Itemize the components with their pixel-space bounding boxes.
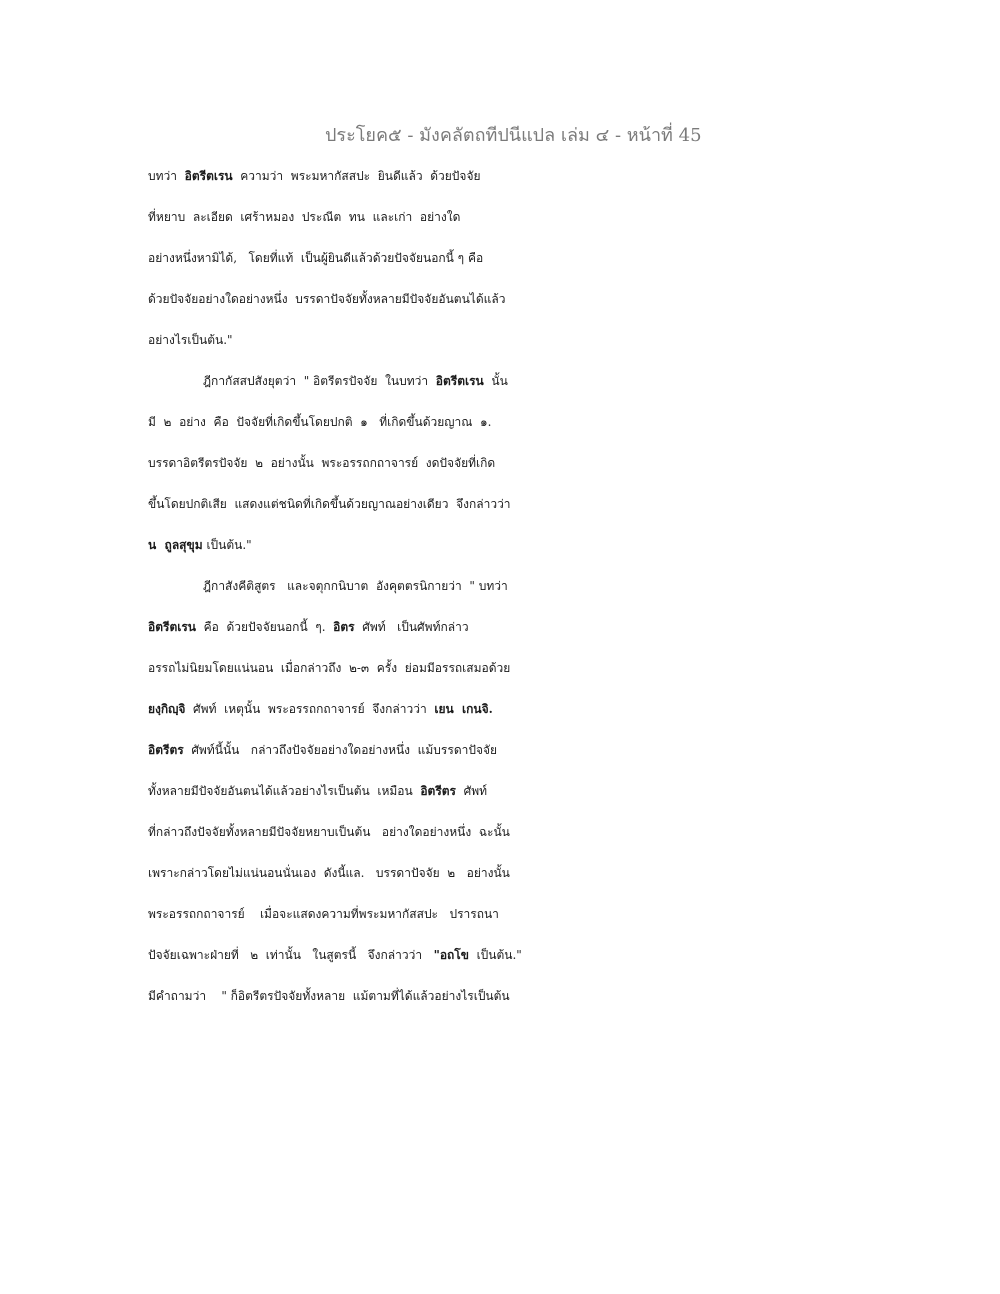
text-segment: ที่กล่าวถึงปัจจัยทั้งหลายมีปัจจัยหยาบเป็นต้น อย่างใดอย่างหนึ่ง ฉะนั้น [148,825,510,839]
bold-term: อิตร [333,620,355,634]
text-segment: คือ ด้วยปัจจัยนอกนี้ ๆ. [196,620,334,634]
text-segment: บทว่า [148,169,185,183]
text-line [148,443,748,484]
text-segment: ด้วยปัจจัยอย่างใดอย่างหนึ่ง บรรดาปัจจัยทั้งหลายมีปัจจัยอันตนได้แล้ว [148,292,506,306]
bold-term: "อถโข [433,948,469,962]
text-segment: บรรดาอิตรีตรปัจจัย ๒ อย่างนั้น พระอรรถกถาจารย์ งดปัจจัยที่เกิด [148,456,496,470]
text-segment: ทั้งหลายมีปัจจัยอันตนได้แล้วอย่างไรเป็นต้น เหมือน [148,784,421,798]
text-segment: ที่หยาบ ละเอียด เศร้าหมอง ประณีต ทน และเก่า อย่างใด [148,210,461,224]
text-segment: ศัพท์นี้นั้น กล่าวถึงปัจจัยอย่างใดอย่างหนึ่ง แม้บรรดาปัจจัย [183,743,498,757]
bold-term: เยน เกนจิ. [434,702,493,716]
text-segment: ฎีกาสังคีติสูตร และจตุกกนิบาต อังคุตตรนิกายว่า " บทว่า [203,579,508,593]
text-line [148,648,748,689]
text-line [148,689,748,730]
text-segment: มีคำถามว่า " ก็อิตรีตรปัจจัยทั้งหลาย แม้ตามที่ได้แล้วอย่างไรเป็นต้น [148,989,510,1003]
text-line [148,197,748,238]
text-segment: ขึ้นโดยปกติเสีย แสดงแต่ชนิดที่เกิดขึ้นด้วยญาณอย่างเดียว จึงกล่าวว่า [148,497,511,511]
text-line [148,894,748,935]
bold-term: อิตรีตเรน [148,620,196,634]
bold-term: อิตรีตเรน [435,374,484,388]
text-segment: เป็นต้น." [468,948,522,962]
text-segment: อย่างไรเป็นต้น." [148,333,233,347]
text-line [148,238,748,279]
text-line [148,525,748,566]
page-header: ประโยค๕ - มังคลัตถทีปนีแปล เล่ม ๔ - หน้าที่ 45 [325,125,702,146]
bold-term: อิตรีตร [420,784,456,798]
text-segment: มี ๒ อย่าง คือ ปัจจัยที่เกิดขึ้นโดยปกติ ๑ ที่เกิดขึ้นด้วยญาณ ๑. [148,415,492,429]
text-line [148,320,748,361]
text-line [148,771,748,812]
bold-term: อิตรีตเรน [184,169,233,183]
text-segment: ความว่า พระมหากัสสปะ ยินดีแล้ว ด้วยปัจจัย [232,169,481,183]
text-segment: พระอรรถกถาจารย์ เมื่อจะแสดงความที่พระมหากัสสปะ ปรารถนา [148,907,499,921]
text-segment: เป็นต้น." [202,538,252,552]
bold-term: น ถูลสุขุม [148,538,203,552]
text-segment: นั้น [483,374,508,388]
text-segment: ศัพท์ เป็นศัพท์กล่าว [354,620,469,634]
text-segment: ปัจจัยเฉพาะฝ่ายที่ ๒ เท่านั้น ในสูตรนี้ จึงกล่าวว่า [148,948,434,962]
text-line [148,976,748,1017]
text-line [148,156,748,197]
text-segment: ศัพท์ เหตุนั้น พระอรรถกถาจารย์ จึงกล่าวว่า [185,702,435,716]
bold-term: ยงฺกิญฺจิ [148,702,186,716]
text-segment: อย่างหนึ่งหามิได้, โดยที่แท้ เป็นผู้ยินดีแล้วด้วยปัจจัยนอกนี้ ๆ คือ [148,251,484,265]
text-segment: ฎีกากัสสปสังยุตว่า " อิตรีตรปัจจัย ในบทว่า [203,374,436,388]
text-segment: ศัพท์ [456,784,488,798]
text-line [148,607,748,648]
bold-term: อิตรีตร [148,743,184,757]
text-line [148,730,748,771]
body-text [148,156,748,1017]
text-line [148,853,748,894]
text-line [148,361,748,402]
text-line [148,279,748,320]
text-segment: เพราะกล่าวโดยไม่แน่นอนนั่นเอง ดังนี้แล. บรรดาปัจจัย ๒ อย่างนั้น [148,866,510,880]
text-segment: อรรถไม่นิยมโดยแน่นอน เมื่อกล่าวถึง ๒-๓ ครั้ง ย่อมมีอรรถเสมอด้วย [148,661,511,675]
text-line [148,402,748,443]
text-line [148,812,748,853]
text-line [148,484,748,525]
text-line [148,935,748,976]
text-line [148,566,748,607]
